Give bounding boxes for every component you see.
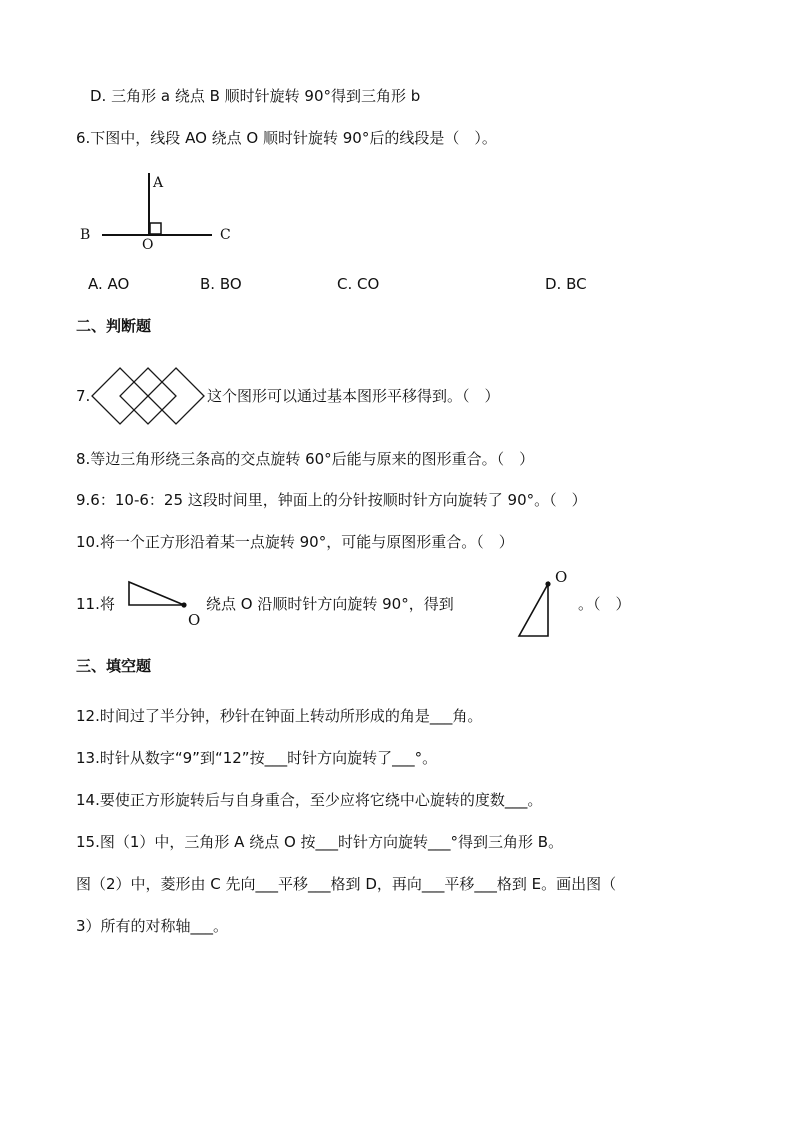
q11-triangle-before xyxy=(124,578,204,630)
label-o: O xyxy=(188,611,201,629)
question-10: 10.将一个正方形沿着某一点旋转 90°，可能与原图形重合。（ ） xyxy=(76,533,514,551)
question-15-line-3: 3）所有的对称轴___。 xyxy=(76,917,229,935)
label-a: A xyxy=(153,175,164,191)
label-c: C xyxy=(220,227,231,243)
label-b: B xyxy=(80,227,91,243)
triangle-rotated xyxy=(519,584,548,636)
question-13: 13.时针从数字“9”到“12”按___时针方向旋转了___°。 xyxy=(76,749,438,767)
q6-option-d: D. BC xyxy=(545,275,587,293)
question-6: 6.下图中，线段 AO 绕点 O 顺时针旋转 90°后的线段是（ ）。 xyxy=(76,129,497,147)
q6-option-b: B. BO xyxy=(200,275,242,293)
q7-diamonds-figure xyxy=(90,366,208,428)
point-o xyxy=(181,602,186,607)
q6-option-c: C. CO xyxy=(337,275,380,293)
q7-text: 这个图形可以通过基本图形平移得到。（ ） xyxy=(207,387,500,405)
q6-figure xyxy=(72,165,242,250)
question-14: 14.要使正方形旋转后与自身重合，至少应将它绕中心旋转的度数___。 xyxy=(76,791,543,809)
question-9: 9.6：10-6：25 这段时间里，钟面上的分针按顺时针方向旋转了 90°。（ ） xyxy=(76,491,587,509)
question-8: 8.等边三角形绕三条高的交点旋转 60°后能与原来的图形重合。（ ） xyxy=(76,450,535,468)
q5-option-d: D. 三角形 a 绕点 B 顺时针旋转 90°得到三角形 b xyxy=(90,87,421,105)
q11-end: 。（ ） xyxy=(578,595,631,613)
q7-number: 7. xyxy=(76,387,91,405)
section-heading-fill-blank: 三、填空题 xyxy=(76,657,152,675)
q11-prefix: 11.将 xyxy=(76,595,115,613)
question-12: 12.时间过了半分钟，秒针在钟面上转动所形成的角是___角。 xyxy=(76,707,483,725)
question-15-line-1: 15.图（1）中，三角形 A 绕点 O 按___时针方向旋转___°得到三角形 B。 xyxy=(76,833,564,851)
triangle-original xyxy=(129,582,184,605)
question-15-line-2: 图（2）中，菱形由 C 先向___平移___格到 D，再向___平移___格到 E。画出图（ xyxy=(76,875,617,893)
label-o: O xyxy=(555,568,568,586)
right-angle-mark xyxy=(150,223,161,234)
label-o: O xyxy=(142,237,154,250)
q11-middle: 绕点 O 沿顺时针方向旋转 90°，得到 xyxy=(206,595,454,613)
q11-triangle-after xyxy=(512,564,578,640)
section-heading-judgement: 二、判断题 xyxy=(76,317,152,335)
q6-option-a: A. AO xyxy=(88,275,130,293)
point-o xyxy=(545,581,550,586)
